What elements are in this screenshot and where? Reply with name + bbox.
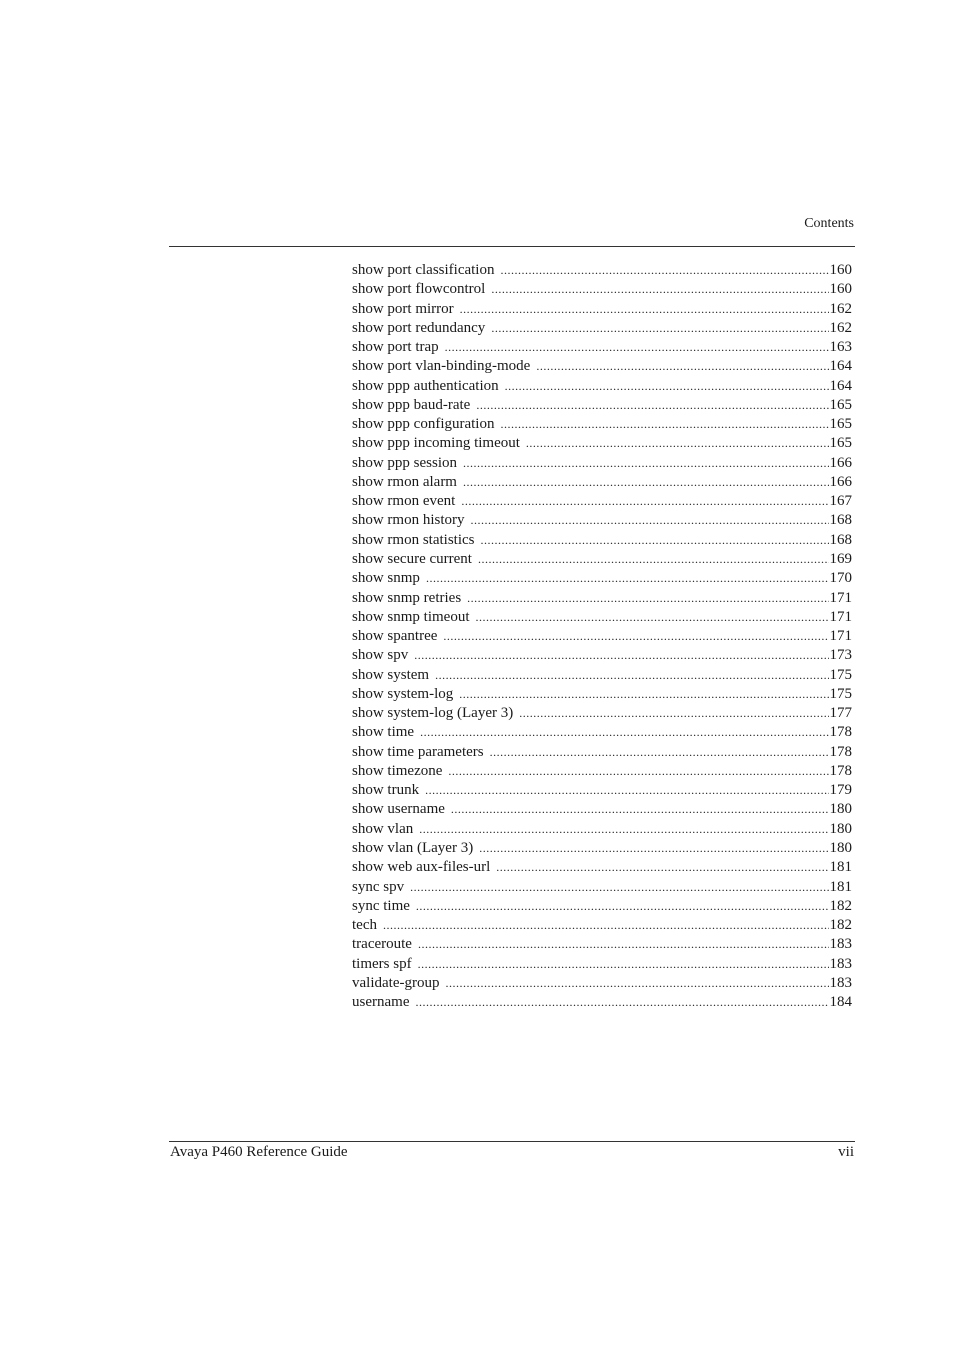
toc-entry-term: show ppp session bbox=[352, 454, 458, 471]
toc-entry-term: show port mirror bbox=[352, 300, 454, 317]
toc-entry-term: timers spf bbox=[352, 955, 412, 972]
toc-dot-leader bbox=[443, 627, 828, 646]
toc-entry-term: show spantree bbox=[352, 628, 438, 645]
toc-dot-leader bbox=[519, 704, 828, 723]
toc-entry-page: 182 bbox=[829, 897, 852, 914]
toc-entry-term: show trunk bbox=[352, 782, 420, 799]
toc-dot-leader bbox=[467, 589, 828, 608]
toc-entry-page: 177 bbox=[829, 705, 852, 722]
toc-entry-term: show system bbox=[352, 666, 430, 683]
toc-entry-page: 178 bbox=[829, 743, 852, 760]
toc-entry-term: show snmp timeout bbox=[352, 608, 470, 625]
toc-entry-page: 183 bbox=[829, 974, 852, 991]
toc-entry-term: show ppp incoming timeout bbox=[352, 435, 520, 452]
toc-entry-page: 179 bbox=[829, 782, 852, 799]
toc-entry[interactable] bbox=[352, 550, 852, 569]
footer-page-number: vii bbox=[838, 1144, 854, 1160]
toc-entry-page: 166 bbox=[829, 473, 852, 490]
toc-entry-page: 166 bbox=[829, 454, 852, 471]
toc-entry-term: sync spv bbox=[352, 878, 405, 895]
toc-entry-term: show port redundancy bbox=[352, 319, 486, 336]
toc-dot-leader bbox=[476, 608, 829, 627]
toc-dot-leader bbox=[414, 646, 828, 665]
toc-entry-page: 180 bbox=[829, 801, 852, 818]
toc-dot-leader bbox=[416, 897, 829, 916]
toc-entry-term: show rmon statistics bbox=[352, 531, 475, 548]
toc-dot-leader bbox=[491, 319, 828, 338]
toc-dot-leader bbox=[451, 800, 829, 819]
toc-entry[interactable] bbox=[352, 666, 852, 685]
toc-entry-term: show rmon alarm bbox=[352, 473, 457, 490]
toc-dot-leader bbox=[435, 666, 828, 685]
toc-entry-page: 175 bbox=[829, 666, 852, 683]
toc-dot-leader bbox=[526, 434, 829, 453]
toc-dot-leader bbox=[459, 685, 828, 704]
toc-dot-leader bbox=[500, 415, 828, 434]
toc-entry-page: 184 bbox=[829, 994, 852, 1011]
toc-entry[interactable] bbox=[352, 569, 852, 588]
toc-dot-leader bbox=[496, 858, 828, 877]
toc-entry-term: show timezone bbox=[352, 762, 443, 779]
toc-entry[interactable] bbox=[352, 492, 852, 511]
toc-entry-page: 171 bbox=[829, 608, 852, 625]
toc-dot-leader bbox=[461, 492, 828, 511]
toc-dot-leader bbox=[478, 550, 829, 569]
toc-dot-leader bbox=[491, 280, 828, 299]
toc-entry-page: 181 bbox=[829, 859, 852, 876]
toc-entry[interactable] bbox=[352, 781, 852, 800]
toc-entry[interactable] bbox=[352, 261, 852, 280]
toc-entry-term: show ppp configuration bbox=[352, 416, 495, 433]
toc-entry-term: show port vlan-binding-mode bbox=[352, 358, 531, 375]
toc-entry[interactable] bbox=[352, 704, 852, 723]
toc-entry[interactable] bbox=[352, 878, 852, 897]
toc-entry-page: 178 bbox=[829, 762, 852, 779]
toc-entry[interactable] bbox=[352, 685, 852, 704]
toc-dot-leader bbox=[490, 743, 829, 762]
toc-dot-leader bbox=[445, 338, 829, 357]
toc-entry-page: 170 bbox=[829, 570, 852, 587]
toc-dot-leader bbox=[463, 454, 828, 473]
toc-entry-page: 168 bbox=[829, 531, 852, 548]
toc-entry-page: 168 bbox=[829, 512, 852, 529]
toc-entry-term: sync time bbox=[352, 897, 410, 914]
toc-entry-term: show rmon event bbox=[352, 493, 456, 510]
toc-entry-page: 173 bbox=[829, 647, 852, 664]
header-divider bbox=[169, 246, 855, 247]
toc-entry-term: traceroute bbox=[352, 936, 412, 953]
toc-entry-term: show vlan bbox=[352, 820, 414, 837]
toc-entry[interactable] bbox=[352, 974, 852, 993]
toc-entry-term: show port trap bbox=[352, 339, 439, 356]
toc-entry[interactable] bbox=[352, 916, 852, 935]
toc-entry[interactable] bbox=[352, 396, 852, 415]
toc-entry-term: show port classification bbox=[352, 262, 495, 278]
toc-entry-page: 162 bbox=[829, 319, 852, 336]
toc-entry[interactable] bbox=[352, 820, 852, 839]
toc-entry-term: show ppp authentication bbox=[352, 377, 499, 394]
toc-entry[interactable] bbox=[352, 473, 852, 492]
toc-entry[interactable] bbox=[352, 434, 852, 453]
toc-entry[interactable] bbox=[352, 319, 852, 338]
toc-entry-term: show username bbox=[352, 801, 445, 818]
toc-entry-term: tech bbox=[352, 917, 377, 934]
toc-entry-term: show spv bbox=[352, 647, 409, 664]
toc-entry[interactable] bbox=[352, 280, 852, 299]
toc-entry[interactable] bbox=[352, 627, 852, 646]
toc-dot-leader bbox=[500, 261, 828, 280]
toc-entry[interactable] bbox=[352, 608, 852, 627]
toc-entry-page: 178 bbox=[829, 724, 852, 741]
toc-entry-term: show snmp retries bbox=[352, 589, 462, 606]
toc-entry-page: 183 bbox=[829, 936, 852, 953]
toc-entry[interactable] bbox=[352, 762, 852, 781]
toc-entry-page: 167 bbox=[829, 493, 852, 510]
toc-entry-page: 160 bbox=[829, 281, 852, 298]
toc-entry-term: show time parameters bbox=[352, 743, 484, 760]
toc-dot-leader bbox=[425, 781, 828, 800]
toc-dot-leader bbox=[536, 357, 828, 376]
toc-entry-page: 171 bbox=[829, 589, 852, 606]
toc-entry[interactable] bbox=[352, 589, 852, 608]
toc-entry-page: 180 bbox=[829, 820, 852, 837]
toc-entry-term: show rmon history bbox=[352, 512, 465, 529]
toc-dot-leader bbox=[460, 300, 829, 319]
toc-dot-leader bbox=[383, 916, 829, 935]
toc-entry[interactable] bbox=[352, 993, 852, 1012]
toc-entry[interactable] bbox=[352, 454, 852, 473]
table-of-contents bbox=[352, 261, 852, 1012]
toc-entry-page: 164 bbox=[829, 377, 852, 394]
toc-entry-page: 171 bbox=[829, 628, 852, 645]
toc-entry[interactable] bbox=[352, 839, 852, 858]
toc-entry[interactable] bbox=[352, 955, 852, 974]
toc-entry-page: 162 bbox=[829, 300, 852, 317]
toc-dot-leader bbox=[418, 935, 829, 954]
toc-entry-page: 175 bbox=[829, 685, 852, 702]
toc-entry[interactable] bbox=[352, 338, 852, 357]
toc-entry-page: 183 bbox=[829, 955, 852, 972]
toc-dot-leader bbox=[445, 974, 828, 993]
toc-dot-leader bbox=[418, 955, 829, 974]
footer-document-title: Avaya P460 Reference Guide bbox=[170, 1144, 348, 1160]
toc-entry[interactable] bbox=[352, 511, 852, 530]
toc-entry-page: 182 bbox=[829, 917, 852, 934]
toc-entry-term: show system-log bbox=[352, 685, 454, 702]
toc-entry[interactable] bbox=[352, 377, 852, 396]
toc-dot-leader bbox=[420, 723, 828, 742]
toc-entry-term: validate-group bbox=[352, 974, 440, 991]
footer-divider bbox=[169, 1141, 855, 1142]
toc-entry-page: 180 bbox=[829, 839, 852, 856]
toc-dot-leader bbox=[463, 473, 829, 492]
toc-entry-term: show snmp bbox=[352, 570, 420, 587]
toc-entry[interactable] bbox=[352, 743, 852, 762]
toc-entry-page: 181 bbox=[829, 878, 852, 895]
toc-entry[interactable] bbox=[352, 531, 852, 550]
toc-entry-term: show time bbox=[352, 724, 415, 741]
toc-entry-term: username bbox=[352, 994, 410, 1011]
toc-dot-leader bbox=[476, 396, 828, 415]
toc-dot-leader bbox=[426, 569, 829, 588]
toc-entry-term: show port flowcontrol bbox=[352, 281, 486, 298]
toc-entry-page: 165 bbox=[829, 416, 852, 433]
toc-entry-page: 164 bbox=[829, 358, 852, 375]
toc-entry-term: show secure current bbox=[352, 550, 472, 567]
toc-dot-leader bbox=[471, 511, 829, 530]
toc-entry-page: 165 bbox=[829, 435, 852, 452]
running-header: Contents bbox=[804, 216, 854, 231]
toc-entry[interactable] bbox=[352, 897, 852, 916]
toc-dot-leader bbox=[479, 839, 828, 858]
toc-entry-page: 163 bbox=[829, 339, 852, 356]
toc-dot-leader bbox=[481, 531, 829, 550]
toc-dot-leader bbox=[410, 878, 828, 897]
toc-entry-term: show system-log (Layer 3) bbox=[352, 705, 514, 722]
toc-entry[interactable] bbox=[352, 723, 852, 742]
toc-dot-leader bbox=[415, 993, 828, 1012]
toc-entry[interactable] bbox=[352, 300, 852, 319]
toc-entry-term: show web aux-files-url bbox=[352, 859, 491, 876]
toc-entry[interactable] bbox=[352, 935, 852, 954]
toc-entry-term: show ppp baud-rate bbox=[352, 396, 471, 413]
toc-entry[interactable] bbox=[352, 357, 852, 376]
toc-entry-page: 169 bbox=[829, 550, 852, 567]
toc-entry-term: show vlan (Layer 3) bbox=[352, 839, 474, 856]
toc-dot-leader bbox=[419, 820, 828, 839]
toc-dot-leader bbox=[448, 762, 828, 781]
toc-entry-page: 160 bbox=[829, 262, 852, 278]
toc-entry[interactable] bbox=[352, 858, 852, 877]
toc-entry[interactable] bbox=[352, 800, 852, 819]
toc-entry[interactable] bbox=[352, 646, 852, 665]
toc-dot-leader bbox=[505, 377, 829, 396]
toc-entry-page: 165 bbox=[829, 396, 852, 413]
toc-entry[interactable] bbox=[352, 415, 852, 434]
